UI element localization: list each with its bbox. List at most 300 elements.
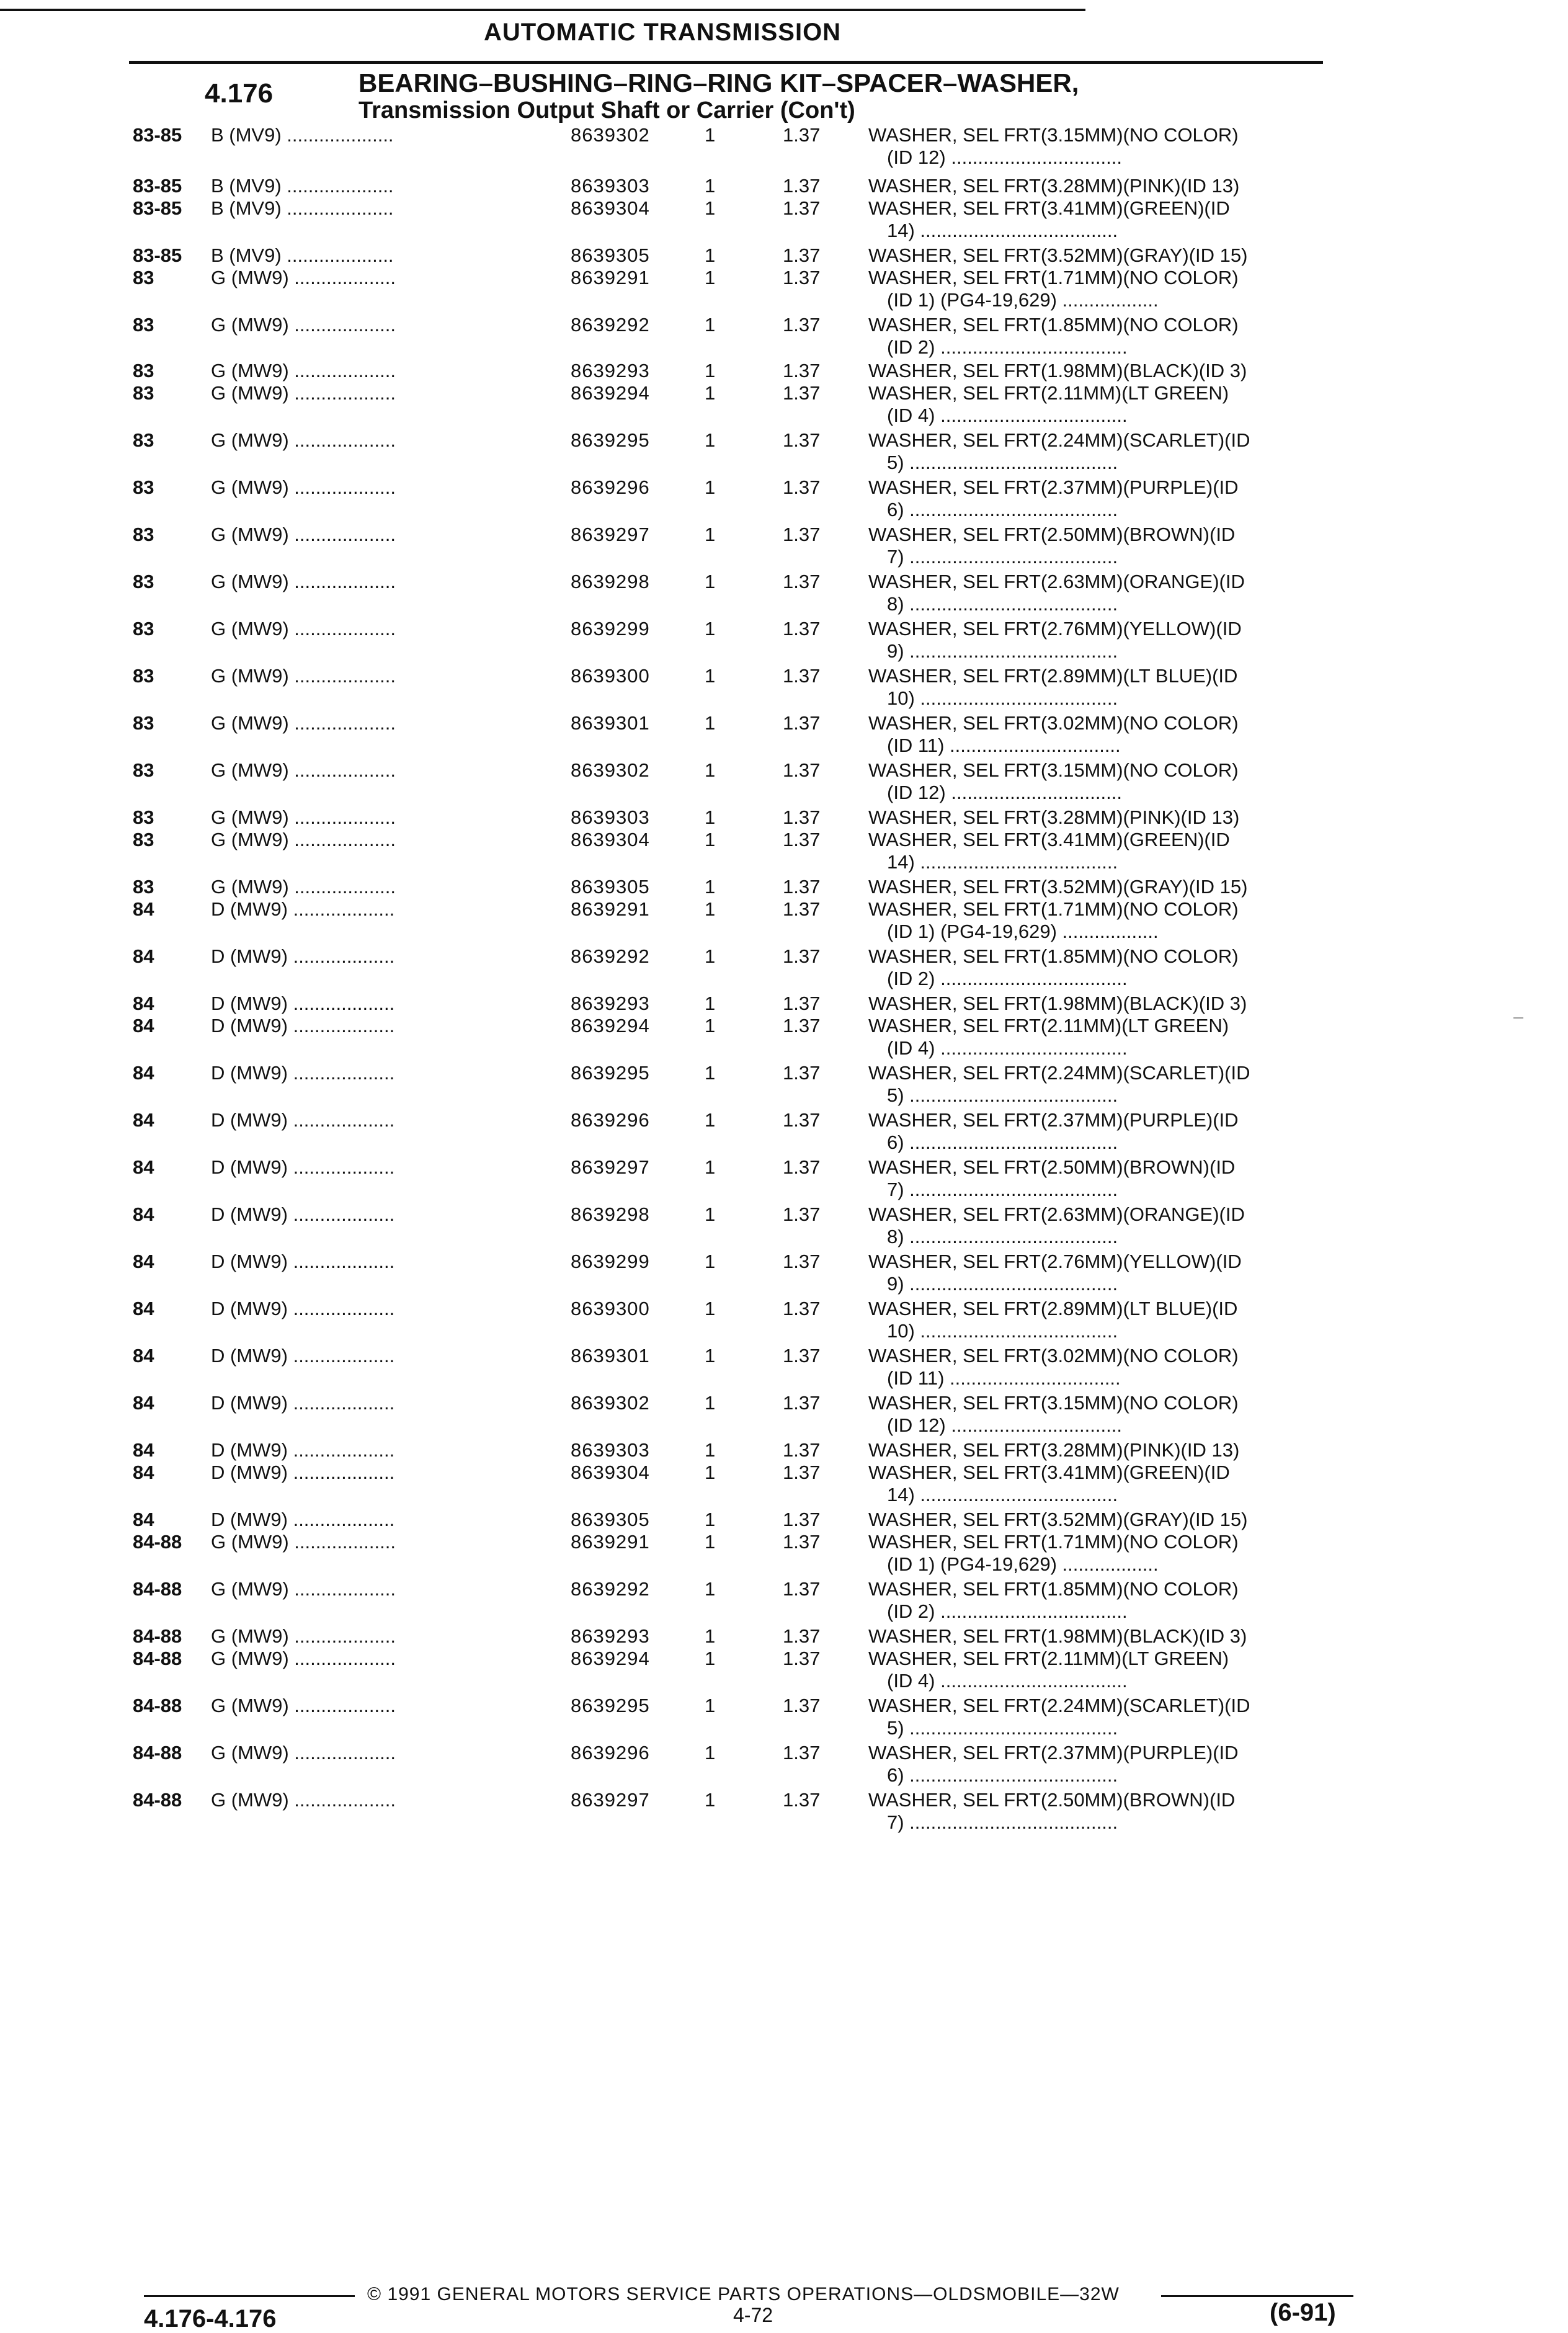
- part-number-cell: 8639291: [571, 1531, 650, 1553]
- part-number-cell: 8639292: [571, 314, 650, 336]
- description-line1: WASHER, SEL FRT(2.50MM)(BROWN)(ID: [868, 1789, 1236, 1811]
- model-cell: D (MW9) ...................: [211, 1015, 395, 1037]
- year-cell: 84: [133, 1298, 154, 1319]
- page-header: AUTOMATIC TRANSMISSION: [484, 19, 842, 46]
- description-line2: (ID 11) ................................: [887, 1367, 1121, 1389]
- quantity-cell: 1: [705, 124, 716, 146]
- price-cell: 1.37: [783, 945, 821, 967]
- quantity-cell: 1: [705, 1439, 716, 1461]
- quantity-cell: 1: [705, 876, 716, 898]
- model-cell: G (MW9) ...................: [211, 1578, 396, 1600]
- year-cell: 84: [133, 1203, 154, 1225]
- part-number-cell: 8639294: [571, 1015, 650, 1037]
- description-line2: 5) .......................................: [887, 1084, 1118, 1106]
- year-cell: 83: [133, 759, 154, 781]
- part-number-cell: 8639305: [571, 876, 650, 898]
- model-cell: G (MW9) ...................: [211, 429, 396, 451]
- quantity-cell: 1: [705, 382, 716, 404]
- model-cell: D (MW9) ...................: [211, 1156, 395, 1178]
- year-cell: 83: [133, 712, 154, 734]
- description-line2: (ID 4) ...................................: [887, 404, 1128, 426]
- description-line2: 8) .......................................: [887, 1226, 1118, 1247]
- model-cell: G (MW9) ...................: [211, 571, 396, 592]
- part-number-cell: 8639299: [571, 1251, 650, 1272]
- description-line1: WASHER, SEL FRT(1.98MM)(BLACK)(ID 3): [868, 993, 1247, 1014]
- year-cell: 84: [133, 993, 154, 1014]
- quantity-cell: 1: [705, 1578, 716, 1600]
- part-number-cell: 8639296: [571, 476, 650, 498]
- price-cell: 1.37: [783, 1015, 821, 1037]
- model-cell: D (MW9) ...................: [211, 1203, 395, 1225]
- description-cell: [868, 898, 1352, 943]
- description-line1: WASHER, SEL FRT(2.89MM)(LT BLUE)(ID: [868, 665, 1238, 687]
- year-cell: 83: [133, 571, 154, 592]
- quantity-cell: 1: [705, 429, 716, 451]
- year-cell: 83-85: [133, 244, 182, 266]
- quantity-cell: 1: [705, 1345, 716, 1367]
- description-line1: WASHER, SEL FRT(3.28MM)(PINK)(ID 13): [868, 806, 1240, 828]
- description-line2: 6) .......................................: [887, 1764, 1118, 1786]
- description-line2: 5) .......................................: [887, 452, 1118, 473]
- model-cell: G (MW9) ...................: [211, 1695, 396, 1716]
- quantity-cell: 1: [705, 1251, 716, 1272]
- quantity-cell: 1: [705, 1062, 716, 1084]
- year-cell: 84: [133, 1109, 154, 1131]
- description-line1: WASHER, SEL FRT(2.37MM)(PURPLE)(ID: [868, 476, 1239, 498]
- model-cell: G (MW9) ...................: [211, 267, 396, 288]
- description-line2: 14) .....................................: [887, 220, 1118, 241]
- price-cell: 1.37: [783, 618, 821, 640]
- year-cell: 84-88: [133, 1789, 182, 1811]
- description-line2: (ID 12) ................................: [887, 146, 1122, 168]
- quantity-cell: 1: [705, 1392, 716, 1414]
- quantity-cell: 1: [705, 806, 716, 828]
- year-cell: 83: [133, 429, 154, 451]
- part-number-cell: 8639304: [571, 829, 650, 850]
- model-cell: D (MW9) ...................: [211, 945, 395, 967]
- price-cell: 1.37: [783, 1109, 821, 1131]
- footer-rule-left: [144, 2295, 355, 2297]
- model-cell: B (MV9) ....................: [211, 175, 394, 197]
- description-cell: [868, 197, 1352, 242]
- price-cell: 1.37: [783, 1789, 821, 1811]
- model-cell: G (MW9) ...................: [211, 876, 396, 898]
- quantity-cell: 1: [705, 476, 716, 498]
- price-cell: 1.37: [783, 1345, 821, 1367]
- price-cell: 1.37: [783, 244, 821, 266]
- section-number: 4.176: [205, 78, 274, 109]
- year-cell: 84: [133, 1392, 154, 1414]
- part-number-cell: 8639303: [571, 806, 650, 828]
- part-number-cell: 8639305: [571, 244, 650, 266]
- part-number-cell: 8639297: [571, 1789, 650, 1811]
- description-line2: 14) .....................................: [887, 1484, 1118, 1506]
- description-line2: 9) .......................................: [887, 1273, 1118, 1295]
- description-line2: (ID 2) ...................................: [887, 1600, 1128, 1622]
- price-cell: 1.37: [783, 1578, 821, 1600]
- year-cell: 83-85: [133, 175, 182, 197]
- part-number-cell: 8639296: [571, 1742, 650, 1764]
- model-cell: D (MW9) ...................: [211, 1251, 395, 1272]
- part-number-cell: 8639301: [571, 712, 650, 734]
- part-number-cell: 8639295: [571, 429, 650, 451]
- page-number: 4-72: [733, 2304, 773, 2326]
- description-line1: WASHER, SEL FRT(3.02MM)(NO COLOR): [868, 712, 1239, 734]
- quantity-cell: 1: [705, 360, 716, 381]
- description-cell: [868, 524, 1352, 568]
- description-line1: WASHER, SEL FRT(2.24MM)(SCARLET)(ID: [868, 429, 1250, 451]
- part-number-cell: 8639300: [571, 665, 650, 687]
- model-cell: D (MW9) ...................: [211, 1298, 395, 1319]
- model-cell: D (MW9) ...................: [211, 1461, 395, 1483]
- price-cell: 1.37: [783, 876, 821, 898]
- year-cell: 84-88: [133, 1648, 182, 1669]
- price-cell: 1.37: [783, 1251, 821, 1272]
- year-cell: 84-88: [133, 1531, 182, 1553]
- year-cell: 84: [133, 1015, 154, 1037]
- year-cell: 84-88: [133, 1625, 182, 1647]
- description-cell: [868, 382, 1352, 427]
- description-line1: WASHER, SEL FRT(1.71MM)(NO COLOR): [868, 267, 1239, 288]
- part-number-cell: 8639295: [571, 1695, 650, 1716]
- description-line1: WASHER, SEL FRT(2.11MM)(LT GREEN): [868, 382, 1229, 404]
- price-cell: 1.37: [783, 1203, 821, 1225]
- year-cell: 83: [133, 829, 154, 850]
- description-line2: 10) .....................................: [887, 1320, 1118, 1342]
- description-cell: [868, 665, 1352, 710]
- model-cell: G (MW9) ...................: [211, 665, 396, 687]
- price-cell: 1.37: [783, 524, 821, 545]
- quantity-cell: 1: [705, 1298, 716, 1319]
- description-line1: WASHER, SEL FRT(2.50MM)(BROWN)(ID: [868, 1156, 1236, 1178]
- year-cell: 84: [133, 1345, 154, 1367]
- model-cell: G (MW9) ...................: [211, 1789, 396, 1811]
- description-cell: [868, 1531, 1352, 1576]
- model-cell: D (MW9) ...................: [211, 1439, 395, 1461]
- year-cell: 84: [133, 945, 154, 967]
- description-line1: WASHER, SEL FRT(1.71MM)(NO COLOR): [868, 1531, 1239, 1553]
- model-cell: B (MV9) ....................: [211, 197, 394, 219]
- quantity-cell: 1: [705, 571, 716, 592]
- description-cell: [868, 759, 1352, 804]
- quantity-cell: 1: [705, 945, 716, 967]
- description-cell: [868, 993, 1352, 1015]
- model-cell: G (MW9) ...................: [211, 618, 396, 640]
- price-cell: 1.37: [783, 759, 821, 781]
- quantity-cell: 1: [705, 898, 716, 920]
- description-line1: WASHER, SEL FRT(1.98MM)(BLACK)(ID 3): [868, 360, 1247, 381]
- part-number-cell: 8639291: [571, 898, 650, 920]
- quantity-cell: 1: [705, 1742, 716, 1764]
- part-number-cell: 8639305: [571, 1509, 650, 1530]
- top-rule: [0, 9, 1085, 11]
- description-line2: (ID 4) ...................................: [887, 1670, 1128, 1692]
- description-cell: [868, 1062, 1352, 1107]
- quantity-cell: 1: [705, 197, 716, 219]
- description-cell: [868, 1109, 1352, 1154]
- part-number-cell: 8639296: [571, 1109, 650, 1131]
- price-cell: 1.37: [783, 429, 821, 451]
- part-number-cell: 8639301: [571, 1345, 650, 1367]
- part-number-cell: 8639298: [571, 1203, 650, 1225]
- description-cell: [868, 829, 1352, 873]
- description-line1: WASHER, SEL FRT(1.71MM)(NO COLOR): [868, 898, 1239, 920]
- quantity-cell: 1: [705, 1461, 716, 1483]
- description-cell: [868, 1695, 1352, 1739]
- description-cell: [868, 1203, 1352, 1248]
- description-line2: (ID 11) ................................: [887, 734, 1121, 756]
- copyright-text: © 1991 GENERAL MOTORS SERVICE PARTS OPERATIONS—OLDSMOBILE—32W: [367, 2284, 1120, 2304]
- description-line2: 14) .....................................: [887, 851, 1118, 873]
- description-line1: WASHER, SEL FRT(1.85MM)(NO COLOR): [868, 945, 1239, 967]
- description-cell: [868, 1509, 1352, 1531]
- part-number-cell: 8639297: [571, 1156, 650, 1178]
- model-cell: G (MW9) ...................: [211, 382, 396, 404]
- description-cell: [868, 1392, 1352, 1437]
- price-cell: 1.37: [783, 1531, 821, 1553]
- model-cell: D (MW9) ...................: [211, 1062, 395, 1084]
- description-cell: [868, 1345, 1352, 1390]
- part-number-cell: 8639294: [571, 1648, 650, 1669]
- quantity-cell: 1: [705, 175, 716, 197]
- description-line1: WASHER, SEL FRT(3.41MM)(GREEN)(ID: [868, 197, 1230, 219]
- description-cell: [868, 1298, 1352, 1342]
- description-line2: 7) .......................................: [887, 546, 1118, 568]
- description-cell: [868, 571, 1352, 615]
- description-line2: 7) .......................................: [887, 1811, 1118, 1833]
- description-cell: [868, 244, 1352, 267]
- description-line2: (ID 4) ...................................: [887, 1037, 1128, 1059]
- model-cell: D (MW9) ...................: [211, 1345, 395, 1367]
- quantity-cell: 1: [705, 244, 716, 266]
- description-cell: [868, 429, 1352, 474]
- description-line1: WASHER, SEL FRT(3.28MM)(PINK)(ID 13): [868, 175, 1240, 197]
- section-range: 4.176-4.176: [144, 2305, 277, 2332]
- section-title-line1: BEARING–BUSHING–RING–RING KIT–SPACER–WASHER,: [359, 68, 1079, 97]
- description-line1: WASHER, SEL FRT(2.37MM)(PURPLE)(ID: [868, 1109, 1239, 1131]
- description-line1: WASHER, SEL FRT(1.98MM)(BLACK)(ID 3): [868, 1625, 1247, 1647]
- scan-mark: [1513, 1017, 1523, 1019]
- price-cell: 1.37: [783, 1439, 821, 1461]
- model-cell: D (MW9) ...................: [211, 1392, 395, 1414]
- year-cell: 84: [133, 1439, 154, 1461]
- year-cell: 83: [133, 665, 154, 687]
- model-cell: G (MW9) ...................: [211, 712, 396, 734]
- price-cell: 1.37: [783, 571, 821, 592]
- section-title-line2: Transmission Output Shaft or Carrier (Con't): [359, 97, 855, 123]
- description-cell: [868, 945, 1352, 990]
- year-cell: 84: [133, 898, 154, 920]
- description-cell: [868, 1015, 1352, 1059]
- description-line1: WASHER, SEL FRT(3.02MM)(NO COLOR): [868, 1345, 1239, 1367]
- quantity-cell: 1: [705, 314, 716, 336]
- year-cell: 83: [133, 618, 154, 640]
- part-number-cell: 8639292: [571, 1578, 650, 1600]
- description-line2: (ID 1) (PG4-19,629) ..................: [887, 921, 1159, 942]
- description-line1: WASHER, SEL FRT(3.41MM)(GREEN)(ID: [868, 1461, 1230, 1483]
- part-number-cell: 8639293: [571, 993, 650, 1014]
- year-cell: 84: [133, 1062, 154, 1084]
- price-cell: 1.37: [783, 1625, 821, 1647]
- model-cell: G (MW9) ...................: [211, 524, 396, 545]
- price-cell: 1.37: [783, 1156, 821, 1178]
- price-cell: 1.37: [783, 1648, 821, 1669]
- description-line1: WASHER, SEL FRT(3.52MM)(GRAY)(ID 15): [868, 876, 1248, 898]
- year-cell: 83: [133, 876, 154, 898]
- description-line1: WASHER, SEL FRT(3.15MM)(NO COLOR): [868, 1392, 1239, 1414]
- description-cell: [868, 267, 1352, 311]
- description-line1: WASHER, SEL FRT(2.76MM)(YELLOW)(ID: [868, 618, 1242, 640]
- price-cell: 1.37: [783, 993, 821, 1014]
- description-line1: WASHER, SEL FRT(2.63MM)(ORANGE)(ID: [868, 1203, 1245, 1225]
- description-cell: [868, 314, 1352, 359]
- part-number-cell: 8639297: [571, 524, 650, 545]
- description-line1: WASHER, SEL FRT(2.37MM)(PURPLE)(ID: [868, 1742, 1239, 1764]
- model-cell: D (MW9) ...................: [211, 993, 395, 1014]
- year-cell: 84: [133, 1251, 154, 1272]
- price-cell: 1.37: [783, 1062, 821, 1084]
- description-cell: [868, 1156, 1352, 1201]
- price-cell: 1.37: [783, 1742, 821, 1764]
- description-cell: [868, 476, 1352, 521]
- description-line1: WASHER, SEL FRT(3.41MM)(GREEN)(ID: [868, 829, 1230, 850]
- quantity-cell: 1: [705, 665, 716, 687]
- description-line2: (ID 2) ...................................: [887, 968, 1128, 989]
- year-cell: 83: [133, 806, 154, 828]
- part-number-cell: 8639298: [571, 571, 650, 592]
- price-cell: 1.37: [783, 898, 821, 920]
- part-number-cell: 8639302: [571, 1392, 650, 1414]
- price-cell: 1.37: [783, 1392, 821, 1414]
- quantity-cell: 1: [705, 1109, 716, 1131]
- description-line2: (ID 12) ................................: [887, 1414, 1122, 1436]
- footer-rule-right: [1161, 2295, 1353, 2297]
- description-cell: [868, 360, 1352, 382]
- price-cell: 1.37: [783, 712, 821, 734]
- year-cell: 83: [133, 524, 154, 545]
- quantity-cell: 1: [705, 759, 716, 781]
- header-rule: [129, 61, 1323, 64]
- model-cell: G (MW9) ...................: [211, 314, 396, 336]
- description-line2: 9) .......................................: [887, 640, 1118, 662]
- year-cell: 83: [133, 267, 154, 288]
- part-number-cell: 8639304: [571, 1461, 650, 1483]
- description-line1: WASHER, SEL FRT(2.11MM)(LT GREEN): [868, 1015, 1229, 1037]
- part-number-cell: 8639291: [571, 267, 650, 288]
- model-cell: G (MW9) ...................: [211, 476, 396, 498]
- description-cell: [868, 1625, 1352, 1648]
- model-cell: B (MV9) ....................: [211, 124, 394, 146]
- quantity-cell: 1: [705, 1695, 716, 1716]
- description-line1: WASHER, SEL FRT(3.15MM)(NO COLOR): [868, 124, 1239, 146]
- quantity-cell: 1: [705, 993, 716, 1014]
- year-cell: 83-85: [133, 124, 182, 146]
- description-line2: 7) .......................................: [887, 1179, 1118, 1200]
- description-line1: WASHER, SEL FRT(1.85MM)(NO COLOR): [868, 314, 1239, 336]
- section-title: [359, 69, 1079, 124]
- quantity-cell: 1: [705, 1156, 716, 1178]
- price-cell: 1.37: [783, 197, 821, 219]
- year-cell: 83: [133, 360, 154, 381]
- quantity-cell: 1: [705, 1203, 716, 1225]
- model-cell: D (MW9) ...................: [211, 898, 395, 920]
- description-line2: 5) .......................................: [887, 1717, 1118, 1739]
- model-cell: G (MW9) ...................: [211, 360, 396, 381]
- description-line1: WASHER, SEL FRT(2.50MM)(BROWN)(ID: [868, 524, 1236, 545]
- price-cell: 1.37: [783, 1298, 821, 1319]
- model-cell: B (MV9) ....................: [211, 244, 394, 266]
- description-line1: WASHER, SEL FRT(3.52MM)(GRAY)(ID 15): [868, 1509, 1248, 1530]
- year-cell: 84: [133, 1509, 154, 1530]
- price-cell: 1.37: [783, 1461, 821, 1483]
- model-cell: G (MW9) ...................: [211, 1742, 396, 1764]
- description-line1: WASHER, SEL FRT(1.85MM)(NO COLOR): [868, 1578, 1239, 1600]
- year-cell: 84: [133, 1461, 154, 1483]
- quantity-cell: 1: [705, 712, 716, 734]
- quantity-cell: 1: [705, 1531, 716, 1553]
- price-cell: 1.37: [783, 124, 821, 146]
- model-cell: D (MW9) ...................: [211, 1509, 395, 1530]
- year-cell: 83: [133, 382, 154, 404]
- quantity-cell: 1: [705, 267, 716, 288]
- quantity-cell: 1: [705, 1625, 716, 1647]
- year-cell: 83: [133, 476, 154, 498]
- price-cell: 1.37: [783, 1509, 821, 1530]
- price-cell: 1.37: [783, 1695, 821, 1716]
- quantity-cell: 1: [705, 1509, 716, 1530]
- year-cell: 83-85: [133, 197, 182, 219]
- description-line2: (ID 1) (PG4-19,629) ..................: [887, 1553, 1159, 1575]
- description-line2: (ID 2) ...................................: [887, 336, 1128, 358]
- price-cell: 1.37: [783, 382, 821, 404]
- model-cell: G (MW9) ...................: [211, 806, 396, 828]
- price-cell: 1.37: [783, 360, 821, 381]
- description-cell: [868, 618, 1352, 662]
- part-number-cell: 8639302: [571, 759, 650, 781]
- part-number-cell: 8639299: [571, 618, 650, 640]
- description-line2: (ID 1) (PG4-19,629) ..................: [887, 289, 1159, 311]
- part-number-cell: 8639303: [571, 1439, 650, 1461]
- price-cell: 1.37: [783, 829, 821, 850]
- model-cell: G (MW9) ...................: [211, 1625, 396, 1647]
- description-cell: [868, 1439, 1352, 1461]
- description-cell: [868, 876, 1352, 898]
- part-number-cell: 8639295: [571, 1062, 650, 1084]
- description-cell: [868, 712, 1352, 757]
- quantity-cell: 1: [705, 1015, 716, 1037]
- description-cell: [868, 806, 1352, 829]
- quantity-cell: 1: [705, 618, 716, 640]
- year-cell: 84: [133, 1156, 154, 1178]
- part-number-cell: 8639300: [571, 1298, 650, 1319]
- description-cell: [868, 124, 1352, 169]
- description-line1: WASHER, SEL FRT(3.52MM)(GRAY)(ID 15): [868, 244, 1248, 266]
- model-cell: G (MW9) ...................: [211, 759, 396, 781]
- description-line1: WASHER, SEL FRT(2.63MM)(ORANGE)(ID: [868, 571, 1245, 592]
- part-number-cell: 8639303: [571, 175, 650, 197]
- model-cell: G (MW9) ...................: [211, 1531, 396, 1553]
- model-cell: G (MW9) ...................: [211, 829, 396, 850]
- description-line2: 8) .......................................: [887, 593, 1118, 615]
- model-cell: D (MW9) ...................: [211, 1109, 395, 1131]
- description-cell: [868, 1789, 1352, 1834]
- description-line2: 10) .....................................: [887, 687, 1118, 709]
- part-number-cell: 8639304: [571, 197, 650, 219]
- description-line1: WASHER, SEL FRT(2.89MM)(LT BLUE)(ID: [868, 1298, 1238, 1319]
- price-cell: 1.37: [783, 267, 821, 288]
- price-cell: 1.37: [783, 476, 821, 498]
- description-cell: [868, 1461, 1352, 1506]
